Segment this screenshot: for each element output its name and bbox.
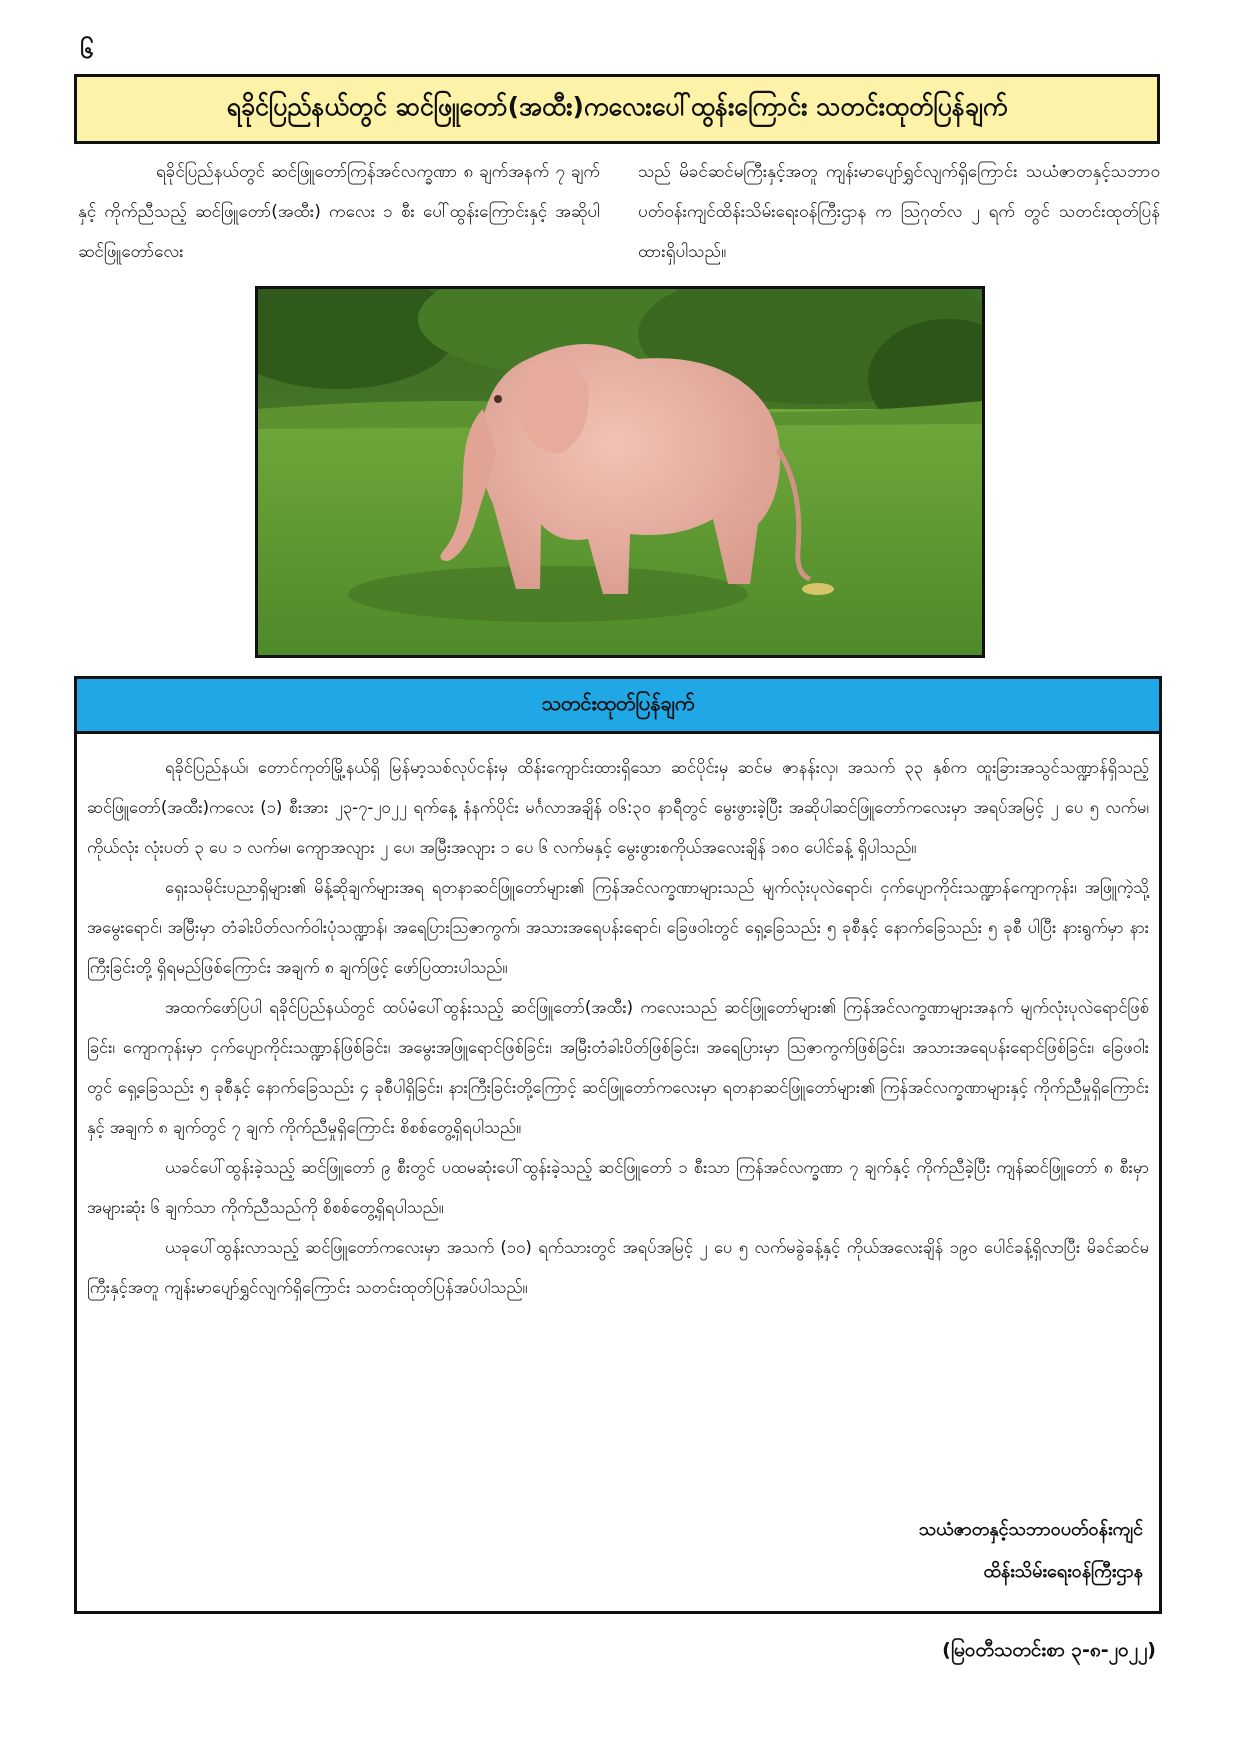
elephant-illustration	[258, 289, 982, 655]
headline-box	[74, 74, 1160, 144]
signoff-line-2: ထိန်းသိမ်းရေးဝန်ကြီးဌာန	[983, 1561, 1143, 1582]
shadow	[348, 566, 748, 622]
statement-paragraph: ယခင်ပေါ်ထွန်းခဲ့သည့် ဆင်ဖြူတော် ၉ စီးတွင် ပထမဆုံးပေါ်ထွန်းခဲ့သည့် ဆင်ဖြူတော် ၁ စီးသာ ကြန်အင်လက္ခဏာ ၇ ချက်နှင့် ကိုက်ညီခဲ့ပြီး ကျန်ဆင်ဖြူတော် ၈ စီးမှာ အများဆုံး ၆ ချက်သာ ကိုက်ညီသည်ကို စိစစ်တွေ့ရှိရပါသည်။	[87, 1158, 1149, 1217]
statement-title: သတင်းထုတ်ပြန်ချက်	[541, 691, 695, 715]
source-citation: (မြဝတီသတင်းစာ ၃-၈-၂၀၂၂)	[942, 1639, 1156, 1661]
statement-paragraph: ယခုပေါ်ထွန်းလာသည့် ဆင်ဖြူတော်ကလေးမှာ အသက် (၁၀) ရက်သားတွင် အရပ်အမြင့် ၂ ပေ ၅ လက်မခွဲခန့်နှင့် ကိုယ်အလေးချိန် ၁၉၀ ပေါင်ခန့်ရှိလာပြီး မိခင်ဆင်မကြီးနှင့်အတူ ကျန်းမာပျော်ရွှင်လျက်ရှိကြောင်း သတင်းထုတ်ပြန်အပ်ပါသည်။	[87, 1238, 1149, 1297]
intro-column-1: ရခိုင်ပြည်နယ်တွင် ဆင်ဖြူတော်ကြန်အင်လက္ခဏာ ၈ ချက်အနက် ၇ ချက်နှင့် ကိုက်ညီသည့် ဆင်ဖြူတော်(အထီး) ကလေး ၁ စီး ပေါ်ထွန်းကြောင်းနှင့် အဆိုပါဆင်ဖြူတော်လေး	[78, 162, 600, 262]
page-number: ၆	[80, 36, 94, 64]
statement-body	[74, 734, 1162, 1614]
elephant-eye	[494, 395, 502, 403]
headline-text: ရခိုင်ပြည်နယ်တွင် ဆင်ဖြူတော်(အထီး)ကလေးပေါ်ထွန်းကြောင်း သတင်းထုတ်ပြန်ချက်	[226, 91, 1008, 121]
intro-section	[78, 152, 1162, 284]
intro-column-2: သည် မိခင်ဆင်မကြီးနှင့်အတူ ကျန်းမာပျော်ရွှင်လျက်ရှိကြောင်း သယံဇာတနှင့်သဘာဝပတ်ဝန်းကျင်ထိန်းသိမ်းရေးဝန်ကြီးဌာန က ဩဂုတ်လ ၂ ရက် တွင် သတင်းထုတ်ပြန်ထားရှိပါသည်။	[638, 162, 1160, 262]
signoff-line-1: သယံဇာတနှင့်သဘာဝပတ်ဝန်းကျင်	[918, 1519, 1143, 1540]
leaf-on-grass	[802, 583, 834, 595]
signoff	[919, 1509, 1143, 1593]
statement-paragraph: ရခိုင်ပြည်နယ်၊ တောင်ကုတ်မြို့နယ်ရှိ မြန်မာ့သစ်လုပ်ငန်းမှ ထိန်းကျောင်းထားရှိသော ဆင်ပိုင်းမှ ဆင်မ ဇာနန်းလှ၊ အသက် ၃၃ နှစ်က ထူးခြားအသွင်သဏ္ဍာန်ရှိသည့် ဆင်ဖြူတော်(အထီး)ကလေး (၁) စီးအား ၂၃-၇-၂၀၂၂ ရက်နေ့ နံနက်ပိုင်း မင်္ဂလာအချိန် ၀၆:၃၀ နာရီတွင် မွေးဖွားခဲ့ပြီး အဆိုပါဆင်ဖြူတော်ကလေးမှာ အရပ်အမြင့် ၂ ပေ ၅ လက်မ၊ ကိုယ်လုံး လုံးပတ် ၃ ပေ ၁ လက်မ၊ ကျောအလျား ၂ ပေ၊ အမြီးအလျား ၁ ပေ ၆ လက်မနှင့် မွေးဖွားစကိုယ်အလေးချိန် ၁၈၀ ပေါင်ခန့် ရှိပါသည်။	[87, 758, 1149, 857]
statement-paragraph: အထက်ဖော်ပြပါ ရခိုင်ပြည်နယ်တွင် ထပ်မံပေါ်ထွန်းသည့် ဆင်ဖြူတော်(အထီး) ကလေးသည် ဆင်ဖြူတော်များ၏ ကြန်အင်လက္ခဏာများအနက် မျက်လုံးပုလဲရောင်ဖြစ်ခြင်း၊ ကျောကုန်းမှာ ငှက်ပျောကိုင်းသဏ္ဍာန်ဖြစ်ခြင်း၊ အမွေးအဖြူရောင်ဖြစ်ခြင်း၊ အမြီးတံခါးပိတ်ဖြစ်ခြင်း၊ အရေပြားမှာ ဩဇာကွက်ဖြစ်ခြင်း၊ အသားအရေပန်းရောင်ဖြစ်ခြင်း၊ ခြေဖဝါးတွင် ရှေ့ခြေသည်း ၅ ခုစီနှင့် နောက်ခြေသည်း ၄ ခုစီပါရှိခြင်း၊ နားကြီးခြင်းတို့ကြောင့် ဆင်ဖြူတော်ကလေးမှာ ရတနာဆင်ဖြူတော်များ၏ ကြန်အင်လက္ခဏာများနှင့် ကိုက်ညီမှုရှိကြောင်းနှင့် အချက် ၈ ချက်တွင် ၇ ချက် ကိုက်ညီမှုရှိကြောင်း စိစစ်တွေ့ရှိရပါသည်။	[87, 998, 1149, 1137]
elephant-photo	[255, 286, 985, 658]
statement-header	[74, 676, 1162, 734]
statement-paragraph: ရှေးသမိုင်းပညာရှိများ၏ မိန့်ဆိုချက်များအရ ရတနာဆင်ဖြူတော်များ၏ ကြန်အင်လက္ခဏာများသည် မျက်လုံးပုလဲရောင်၊ ငှက်ပျောကိုင်းသဏ္ဍာန်ကျောကုန်း၊ အဖြူကဲ့သို့အမွေးရောင်၊ အမြီးမှာ တံခါးပိတ်လက်ဝါးပုံသဏ္ဍာန်၊ အရေပြားဩဇာကွက်၊ အသားအရေပန်းရောင်၊ ခြေဖဝါးတွင် ရှေ့ခြေသည်း ၅ ခုစီနှင့် နောက်ခြေသည်း ၅ ခုစီ ပါပြီး နားရွက်မှာ နားကြီးခြင်းတို့ ရှိရမည်ဖြစ်ကြောင်း အချက် ၈ ချက်ဖြင့် ဖော်ပြထားပါသည်။	[87, 878, 1149, 977]
